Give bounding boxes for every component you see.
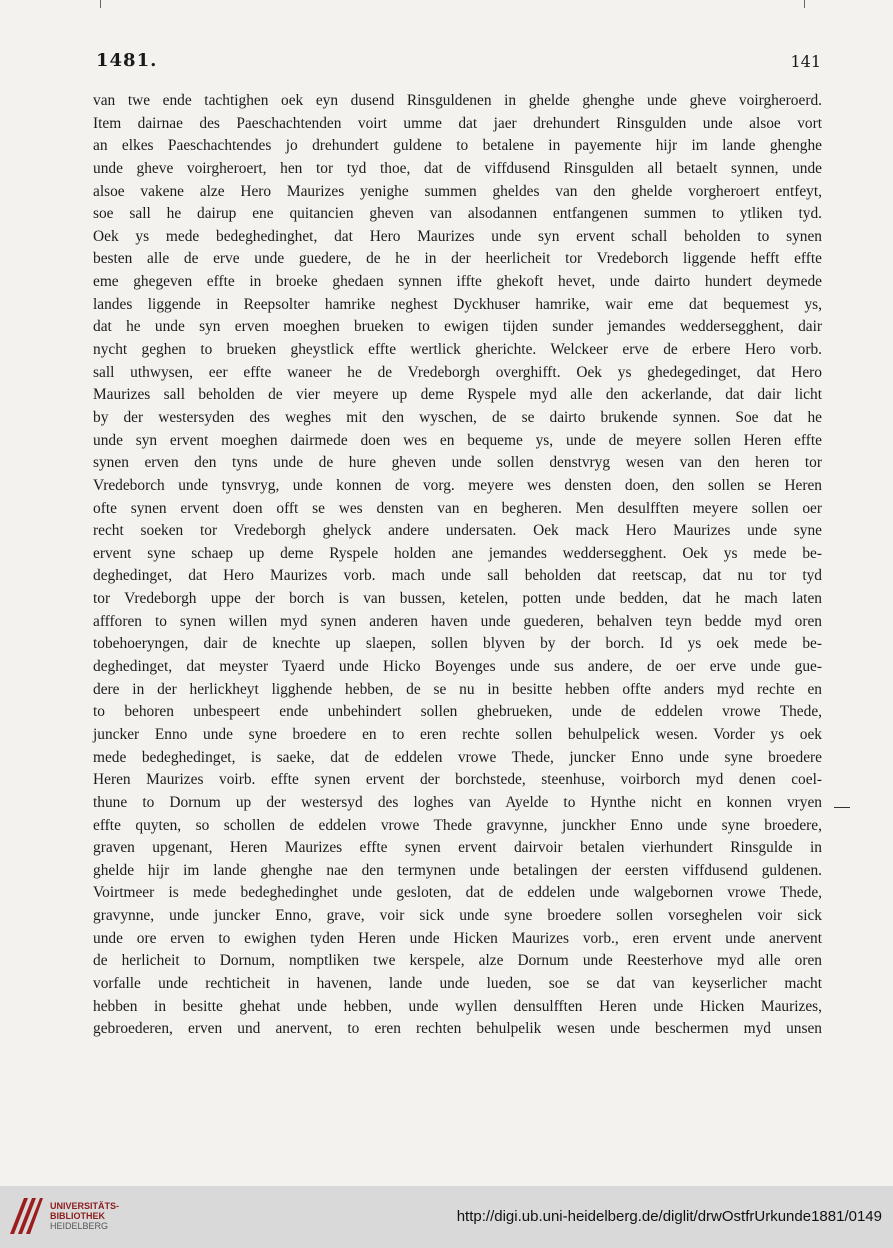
library-name-line-3: HEIDELBERG xyxy=(50,1221,109,1231)
crop-mark-left xyxy=(100,0,101,8)
text-line: Vredeborch unde tynsvryg, unde konnen de vorg. meyere wes densten doen, den sollen se Heren xyxy=(93,476,822,494)
library-name-line-1: UNIVERSITÄTS- xyxy=(50,1201,120,1211)
text-line: unde syn ervent moeghen dairmede doen wes en bequeme ys, unde de meyere sollen Heren effte xyxy=(93,431,822,449)
text-line: Oek ys mede bedeghedinghet, dat Hero Maurizes unde syn ervent schall beholden to synen xyxy=(93,227,822,245)
text-line: affforen to synen willen myd synen anderen haven unde guederen, behalven teyn bedde myd oren xyxy=(93,612,822,630)
text-line: tobehoeryngen, dair de knechte up slaepen, sollen blyven by der borch. Id ys oek mede be- xyxy=(93,635,822,653)
text-line: by der westersyden des weghes mit den wyschen, de se dairto brukende synnen. Soe dat he xyxy=(93,408,822,426)
viewer-footer-bar xyxy=(0,1186,893,1248)
margin-dash-mark xyxy=(834,807,850,808)
document-body-text xyxy=(93,90,822,1041)
page-year-header: 1481. xyxy=(96,50,158,71)
text-line: Maurizes sall beholden de vier meyere up deme Ryspele myd alle den ackerlande, dat dair licht xyxy=(93,386,822,404)
text-line: landes liggende in Reepsolter hamrike neghest Dyckhuser hamrike, wair eme dat bequemest ys, xyxy=(93,295,822,313)
document-url-link[interactable]: http://digi.ub.uni-heidelberg.de/diglit/drwOstfrUrkunde1881/0149 xyxy=(456,1208,882,1225)
library-name xyxy=(50,1201,119,1231)
text-line: Item dairnae des Paeschachtenden voirt umme dat jaer drehundert Rinsgulden unde alsoe vort xyxy=(93,114,822,132)
text-line: recht soeken tor Vredeborgh ghelyck andere undersaten. Oek mack Hero Maurizes unde syne xyxy=(93,522,822,540)
text-line: sall uthwysen, eer effte waneer he de Vredeborgh overghifft. Oek ys ghedegedinget, dat Hero xyxy=(93,363,822,381)
text-line: eme ghegeven effte in broeke ghedaen synnen iffte ghekoft hevet, unde dairto hundert deymede xyxy=(93,273,822,291)
text-line: juncker Enno unde syne broedere en to eren rechte sollen behulpelick wesen. Vorder ys oek xyxy=(93,725,822,743)
text-line: an elkes Paeschachtendes jo drehundert guldene to betalene in payemente hijr im lande ghenghe xyxy=(93,137,822,155)
text-line: tor Vredeborgh uppe der borch is van bussen, ketelen, potten unde bedden, dat he mach laten xyxy=(93,590,822,608)
text-line: ervent syne schaep up deme Ryspele holden ane jemandes weddersegghent. Oek ys mede be- xyxy=(93,544,822,562)
crop-mark-right xyxy=(804,0,805,8)
text-line: gebroederen, erven und anervent, to eren rechten behulpelik wesen unde beschermen myd unsen xyxy=(93,1020,822,1038)
text-line: unde gheve voirgheroert, hen tor tyd thoe, dat de viffdusend Rinsgulden all betaelt synnen, unde xyxy=(93,159,822,177)
text-line: deghedinget, dat meyster Tyaerd unde Hicko Boyenges unde sus andere, de oer erve unde gue- xyxy=(93,658,822,676)
text-line: nycht geghen to brueken gheystlick effte wertlick gherichte. Welckeer erve de erbere Hero vorb. xyxy=(93,341,822,359)
library-name-line-2: BIBLIOTHEK xyxy=(50,1211,105,1221)
text-line: de herlicheit to Dornum, nomptliken twe kerspele, alze Dornum unde Reesterhove myd alle oren xyxy=(93,952,822,970)
text-line: to behoren unbespeert ende unbehindert sollen ghebrueken, unde de eddelen vrowe Thede, xyxy=(93,703,822,721)
text-line: ofte synen ervent doen offt se wes densten van en begheren. Men desulfften meyere sollen oer xyxy=(93,499,822,517)
text-line: alsoe vakene alze Hero Maurizes yenighe summen gheldes van den ghelde vorgheroert entfeyt, xyxy=(93,182,822,200)
text-line: thune to Dornum up der westersyd des loghes van Ayelde to Hynthe nicht en konnen vryen xyxy=(93,793,822,811)
text-line: Voirtmeer is mede bedeghedinghet unde gesloten, dat de eddelen unde walgebornen vrowe Thede, xyxy=(93,884,822,902)
text-line: dat he unde syn erven moeghen brueken to ewigen tijden sunder jemandes weddersegghent, dair xyxy=(93,318,822,336)
page-number: 141 xyxy=(790,52,821,71)
text-line: van twe ende tachtighen oek eyn dusend Rinsguldenen in ghelde ghenghe unde gheve voirgheroerd. xyxy=(93,92,822,109)
text-line: gravynne, unde juncker Enno, grave, voir sick unde syne broedere sollen vorseghelen voir sick xyxy=(93,907,822,925)
text-line: deghedinget, dat Hero Maurizes vorb. mach unde sall beholden dat reetscap, dat nu tor tyd xyxy=(93,567,822,585)
text-line: Heren Maurizes voirb. effte synen ervent der borchstede, steenhuse, voirborch myd denen coel- xyxy=(93,771,822,789)
text-line: dere in der herlickheyt ligghende hebben, de se nu in besitte hebben offte anders myd rechte en xyxy=(93,680,822,698)
text-line: besten alle de erve unde guedere, de he in der heerlicheit tor Vredeborch liggende hefft effte xyxy=(93,250,822,268)
text-line: synen erven den tyns unde de hure gheven unde sollen denstvryg wesen van den heren tor xyxy=(93,454,822,472)
text-line: mede bedeghedinget, is saeke, dat de eddelen vrowe Thede, juncker Enno unde syne broedere xyxy=(93,748,822,766)
text-line: hebben in besitte ghehat unde hebben, unde wyllen densulfften Heren unde Hicken Maurizes, xyxy=(93,997,822,1015)
text-line: unde ore erven to ewighen tyden Heren unde Hicken Maurizes vorb., eren ervent unde anervent xyxy=(93,929,822,947)
text-line: effte quyten, so schollen de eddelen vrowe Thede gravynne, junckher Enno unde syne broedere, xyxy=(93,816,822,834)
university-library-logo-icon xyxy=(8,1194,44,1238)
text-line: ghelde hijr im lande ghenghe nae den termynen unde betalingen der eersten viffdusend guldenen. xyxy=(93,861,822,879)
text-line: vorfalle unde rechticheit in havenen, lande unde lueden, soe se dat van keyserlicher macht xyxy=(93,974,822,992)
text-line: soe sall he dairup ene quitancien gheven van alsodannen entfangenen summen to ytliken tyd. xyxy=(93,205,822,223)
text-line: graven upgenant, Heren Maurizes effte synen ervent dairvoir betalen vierhundert Rinsgulde in xyxy=(93,839,822,857)
